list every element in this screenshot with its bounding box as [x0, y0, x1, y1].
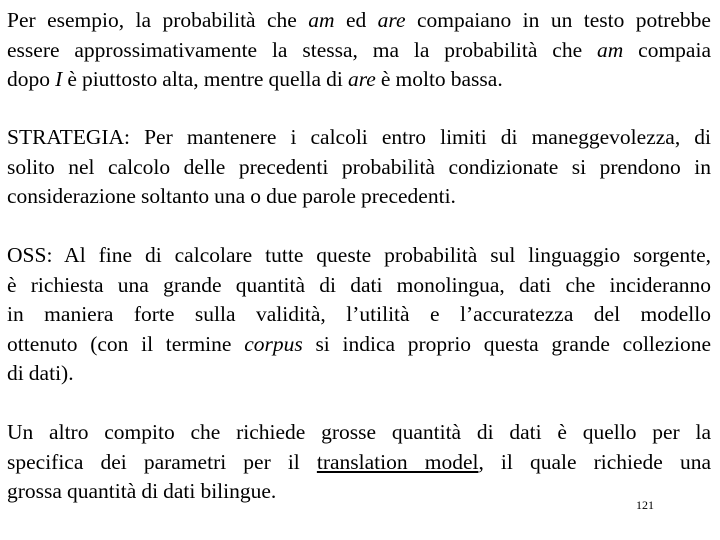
- text-line: [7, 182, 711, 212]
- paragraph-oss: [7, 241, 711, 389]
- text-segment: in maniera forte sulla validità, l’utilità e l’accuratezza del modello: [7, 302, 711, 326]
- text-segment: grossa quantità di dati bilingue.: [7, 479, 277, 503]
- text-segment: considerazione soltanto una o due parole precedenti.: [7, 184, 456, 208]
- text-line: [7, 153, 711, 183]
- text-segment: si indica proprio questa grande collezione: [302, 331, 711, 356]
- text-line: [7, 36, 711, 66]
- text-line: [7, 448, 711, 478]
- text-segment: compaiano in un testo potrebbe: [405, 8, 711, 32]
- italic-term: are: [347, 67, 376, 91]
- text-line: [7, 123, 711, 153]
- text-line: [7, 6, 711, 36]
- text-segment: essere approssimativamente la stessa, ma la probabilità che: [7, 37, 598, 62]
- text-segment: di dati).: [7, 361, 74, 385]
- underlined-term: translation model: [316, 449, 479, 474]
- italic-term: am: [597, 37, 624, 62]
- italic-term: corpus: [244, 331, 303, 356]
- text-segment: solito nel calcolo delle precedenti probabilità condizionate si prendono in: [7, 154, 711, 179]
- text-segment: STRATEGIA: Per mantenere i calcoli entro limiti di maneggevolezza, di: [7, 125, 711, 149]
- text-line: [7, 271, 711, 301]
- italic-term: are: [377, 8, 406, 32]
- text-line: [7, 359, 711, 389]
- text-line: [7, 241, 711, 271]
- italic-term: I: [55, 67, 63, 91]
- text-line: [7, 330, 711, 360]
- text-segment: è piuttosto alta, mentre quella di: [62, 67, 348, 91]
- text-segment: , il quale richiede una: [478, 449, 711, 474]
- text-line: [7, 300, 711, 330]
- paragraph-translation-model: [7, 418, 711, 507]
- text-line: [7, 418, 711, 448]
- text-line: [7, 477, 711, 507]
- text-segment: Un altro compito che richiede grosse quantità di dati è quello per la: [7, 420, 711, 444]
- page-number: 121: [636, 498, 654, 512]
- text-segment: è richiesta una grande quantità di dati monolingua, dati che incideranno: [7, 272, 711, 297]
- text-segment: ed: [334, 8, 378, 32]
- text-segment: è molto bassa.: [375, 67, 503, 91]
- italic-term: am: [308, 8, 335, 32]
- text-segment: ottenuto (con il termine: [7, 331, 245, 356]
- text-line: [7, 65, 711, 95]
- text-segment: Per esempio, la probabilità che: [7, 8, 309, 32]
- text-segment: OSS: Al fine di calcolare tutte queste probabilità sul linguaggio sorgente,: [7, 243, 711, 267]
- paragraph-am-are-example: [7, 6, 711, 95]
- text-segment: specifica dei parametri per il: [7, 449, 317, 474]
- paragraph-strategia: [7, 123, 711, 212]
- text-segment: dopo: [7, 67, 56, 91]
- text-segment: compaia: [623, 37, 711, 62]
